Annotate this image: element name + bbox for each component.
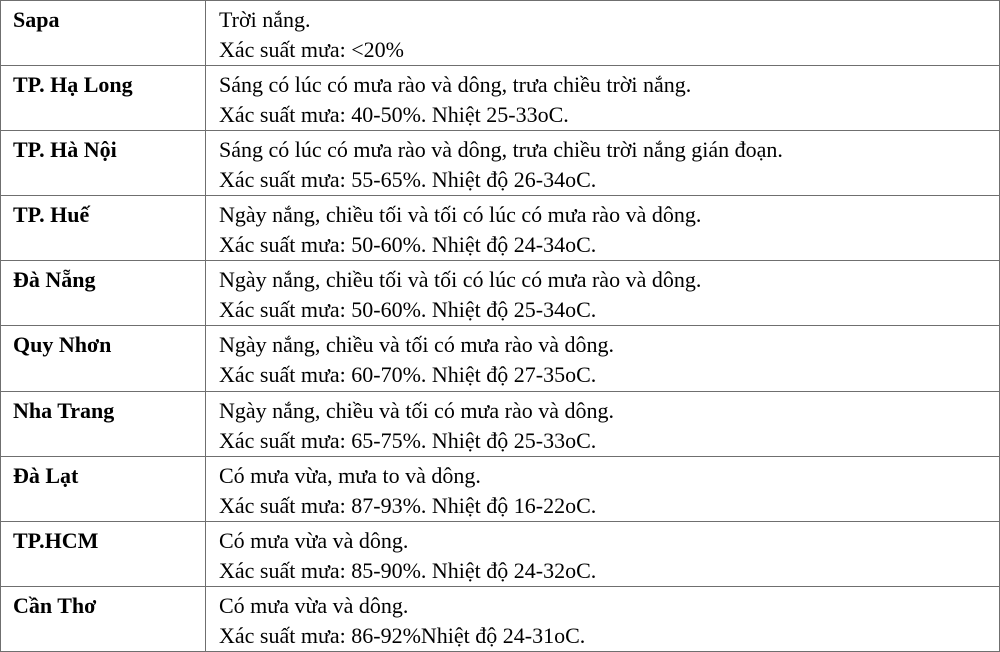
forecast-cell: [206, 1, 1000, 66]
city-cell: [1, 456, 206, 521]
city-name: TP.HCM: [13, 527, 99, 553]
forecast-detail: Xác suất mưa: 50-60%. Nhiệt độ 25-34oC.: [219, 297, 597, 323]
forecast-detail: Xác suất mưa: 50-60%. Nhiệt độ 24-34oC.: [219, 232, 597, 258]
table-row: [1, 261, 1000, 326]
city-cell: [1, 326, 206, 391]
city-cell: [1, 1, 206, 66]
forecast-detail: Xác suất mưa: 60-70%. Nhiệt độ 27-35oC.: [219, 362, 597, 388]
forecast-detail: Xác suất mưa: 87-93%. Nhiệt độ 16-22oC.: [219, 492, 597, 518]
city-cell: [1, 261, 206, 326]
table-row: [1, 456, 1000, 521]
forecast-detail: Xác suất mưa: 55-65%. Nhiệt độ 26-34oC.: [219, 167, 597, 193]
forecast-summary: Ngày nắng, chiều và tối có mưa rào và dông.: [219, 397, 614, 423]
city-name: Quy Nhơn: [13, 332, 112, 358]
forecast-cell: [206, 326, 1000, 391]
table-row: [1, 1, 1000, 66]
city-name: Nha Trang: [13, 397, 115, 423]
city-cell: [1, 521, 206, 586]
table-row: [1, 66, 1000, 131]
forecast-cell: [206, 456, 1000, 521]
forecast-summary: Ngày nắng, chiều tối và tối có lúc có mưa rào và dông.: [219, 267, 702, 293]
city-cell: [1, 66, 206, 131]
city-cell: [1, 131, 206, 196]
table-row: [1, 391, 1000, 456]
table-row: [1, 196, 1000, 261]
forecast-detail: Xác suất mưa: 40-50%. Nhiệt 25-33oC.: [219, 102, 569, 128]
city-cell: [1, 586, 206, 651]
forecast-summary: Ngày nắng, chiều và tối có mưa rào và dông.: [219, 332, 614, 358]
forecast-cell: [206, 196, 1000, 261]
city-name: Sapa: [13, 7, 60, 32]
forecast-detail: Xác suất mưa: <20%: [219, 37, 405, 62]
city-name: Đà Lạt: [13, 462, 79, 488]
table-row: [1, 521, 1000, 586]
forecast-detail: Xác suất mưa: 86-92%Nhiệt độ 24-31oC.: [219, 622, 586, 648]
forecast-cell: [206, 131, 1000, 196]
forecast-detail: Xác suất mưa: 85-90%. Nhiệt độ 24-32oC.: [219, 557, 597, 583]
forecast-summary: Có mưa vừa và dông.: [219, 527, 409, 553]
forecast-summary: Có mưa vừa, mưa to và dông.: [219, 462, 481, 488]
table-row: [1, 326, 1000, 391]
table-row: [1, 131, 1000, 196]
city-name: Cần Thơ: [13, 592, 97, 618]
forecast-summary: Có mưa vừa và dông.: [219, 592, 409, 618]
city-cell: [1, 196, 206, 261]
city-name: TP. Hà Nội: [13, 137, 117, 163]
forecast-detail: Xác suất mưa: 65-75%. Nhiệt độ 25-33oC.: [219, 427, 597, 453]
city-name: TP. Huế: [13, 202, 90, 228]
forecast-summary: Trời nắng.: [219, 7, 311, 32]
forecast-cell: [206, 261, 1000, 326]
forecast-cell: [206, 391, 1000, 456]
forecast-cell: [206, 66, 1000, 131]
forecast-summary: Sáng có lúc có mưa rào và dông, trưa chiều trời nắng.: [219, 72, 692, 98]
city-cell: [1, 391, 206, 456]
forecast-summary: Ngày nắng, chiều tối và tối có lúc có mưa rào và dông.: [219, 202, 702, 228]
city-name: TP. Hạ Long: [13, 72, 133, 98]
forecast-cell: [206, 521, 1000, 586]
forecast-cell: [206, 586, 1000, 651]
table-row: [1, 586, 1000, 651]
city-name: Đà Nẵng: [13, 267, 96, 293]
forecast-summary: Sáng có lúc có mưa rào và dông, trưa chiều trời nắng gián đoạn.: [219, 137, 783, 163]
